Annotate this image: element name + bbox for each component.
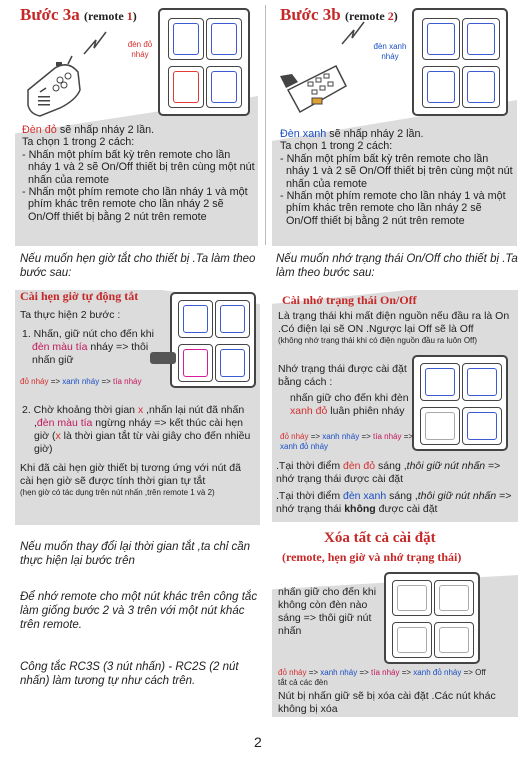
erase-sequence: đỏ nháy => xanh nháy => tía nháy => xanh đỏ nháy => Off tắt cả các đèn [278, 668, 486, 687]
led-label-3a: đèn đỏ nháy [127, 40, 153, 59]
timer-title: Cài hẹn giờ tự động tắt [20, 289, 139, 303]
timer-steps: Ta thực hiện 2 bước : 1. Nhấn, giữ nút cho đến khi đèn màu tía nháy => thôi nhấn giữ [20, 309, 154, 366]
memory-result-1: .Tại thời điểm đèn đỏ sáng ,thôi giữ nút nhấn => nhớ trạng thái được cài đặt [276, 460, 501, 485]
memory-intro: Là trạng thái khi mất điện nguồn nếu đầu ra là On .Có điện lại sẽ ON .Ngược lại Off sẽ là Off (không nhớ trạng thái khi có điện nguồn đầu ra luôn Off) [278, 310, 510, 345]
erase-hold: nhấn giữ cho đến khi không còn đèn nào sáng => thôi giữ nút nhấn [278, 586, 377, 637]
vertical-divider [265, 5, 266, 245]
erase-title: Xóa tất cả cài đặt [324, 530, 436, 546]
page-number: 2 [254, 734, 262, 750]
key-bottom-right[interactable] [462, 407, 502, 445]
key-top-right[interactable] [462, 363, 502, 401]
signal-icon [80, 28, 110, 58]
key-bottom-right[interactable] [462, 66, 500, 108]
timer-after: Khi đã cài hẹn giờ thiết bị tương ứng với nút đã cài hẹn giờ sẽ được tính thời gian tự tắt (hẹn giờ có tác dụng trên nút nhấn ,trên remote 1 và 2) [20, 462, 241, 497]
step3b-text: Đèn xanh sẽ nhấp nháy 2 lần. Ta chọn 1 trong 2 cách: - Nhấn một phím bất kỳ trên remote cho lần nháy 1 và 2 sẽ On/Off thiết bị trên cùng một nút nhấn của remote - Nhấn một phím remote cho lần nháy 1 và một phím khác trên remote cho lần nháy 2 sẽ On/Off thiết bị bằng 2 nút trên remote [280, 128, 513, 227]
key-top-left[interactable] [422, 18, 460, 60]
remote-2-illustration [278, 38, 353, 116]
step3b-heading: Bước 3b (remote 2) [280, 5, 398, 24]
memory-hold: nhấn giữ cho đến khi đèn xanh đỏ luân phiên nháy [290, 392, 409, 417]
key-top-right[interactable] [462, 18, 500, 60]
signal-icon-2 [338, 18, 368, 48]
memory-howto: Nhớ trạng thái được cài đặt bằng cách : [278, 363, 407, 388]
key-bottom-right[interactable] [206, 66, 242, 108]
key-top-left[interactable] [392, 580, 432, 616]
timer-sequence: đỏ nháy => xanh nháy => tía nháy [20, 377, 142, 386]
timer-intro: Nếu muốn hẹn giờ tắt cho thiết bị .Ta làm theo bước sau: [20, 253, 256, 279]
switch-panel-3b [412, 8, 508, 116]
key-bottom-left[interactable] [392, 622, 432, 658]
timer-step2: 2. Chờ khoảng thời gian x ,nhấn lại nút đã nhấn ,đèn màu tía ngừng nháy => kết thúc cài hẹn giờ (x là thời gian tắt từ vài giây cho đến nhiều giờ) [22, 404, 251, 455]
erase-note: Nút bị nhấn giữ sẽ bị xóa cài đặt .Các nút khác không bị xóa [278, 690, 496, 715]
step3a-heading: Bước 3a (remote 1) [20, 5, 137, 24]
led-label-3b: đèn xanh nháy [373, 42, 407, 61]
erase-subtitle: (remote, hẹn giờ và nhớ trạng thái) [282, 550, 462, 564]
memory-title: Cài nhớ trạng thái On/Off [282, 293, 417, 307]
key-top-right[interactable] [434, 580, 474, 616]
note-change-time: Nếu muốn thay đổi lại thời gian tắt ,ta chỉ cần thực hiện lại bước trên [20, 541, 251, 567]
note-remote-other: Để nhớ remote cho một nút khác trên công tắc làm giống bước 2 và 3 trên với một nút khác trên remote. [20, 591, 258, 631]
switch-panel-3a [158, 8, 250, 116]
memory-result-2: .Tại thời điểm đèn xanh sáng ,thôi giữ nút nhấn => nhớ trạng thái không được cài đặt [276, 490, 512, 515]
step3a-text: Đèn đỏ sẽ nhấp nháy 2 lần. Ta chọn 1 trong 2 cách: - Nhấn một phím bất kỳ trên remote cho lần nháy 1 và 2 sẽ On/Off thiết bị trên cùng một nút nhấn của remote - Nhấn một phím remote cho lần nháy 1 và một phím khác trên remote cho lần nháy 2 sẽ On/Off thiết bị bằng 2 nút trên remote [22, 124, 255, 223]
note-rc3s: Công tắc RC3S (3 nút nhấn) - RC2S (2 nút nhấn) làm tương tự như cách trên. [20, 661, 239, 687]
key-top-right[interactable] [206, 18, 242, 60]
remote-1-illustration [20, 50, 90, 125]
key-bottom-right[interactable] [434, 622, 474, 658]
key-top-left[interactable] [420, 363, 460, 401]
key-bottom-left-red[interactable] [168, 66, 204, 108]
switch-panel-erase [384, 572, 480, 664]
switch-panel-memory [412, 355, 508, 451]
key-top-left[interactable] [168, 18, 204, 60]
memory-sequence: đỏ nháy => xanh nháy => tía nháy => xanh đỏ nháy [280, 432, 414, 451]
state-intro: Nếu muốn nhớ trạng thái On/Off cho thiết bị .Ta làm theo bước sau: [276, 253, 518, 279]
key-bottom-left-gray[interactable] [420, 407, 460, 445]
key-bottom-left[interactable] [422, 66, 460, 108]
